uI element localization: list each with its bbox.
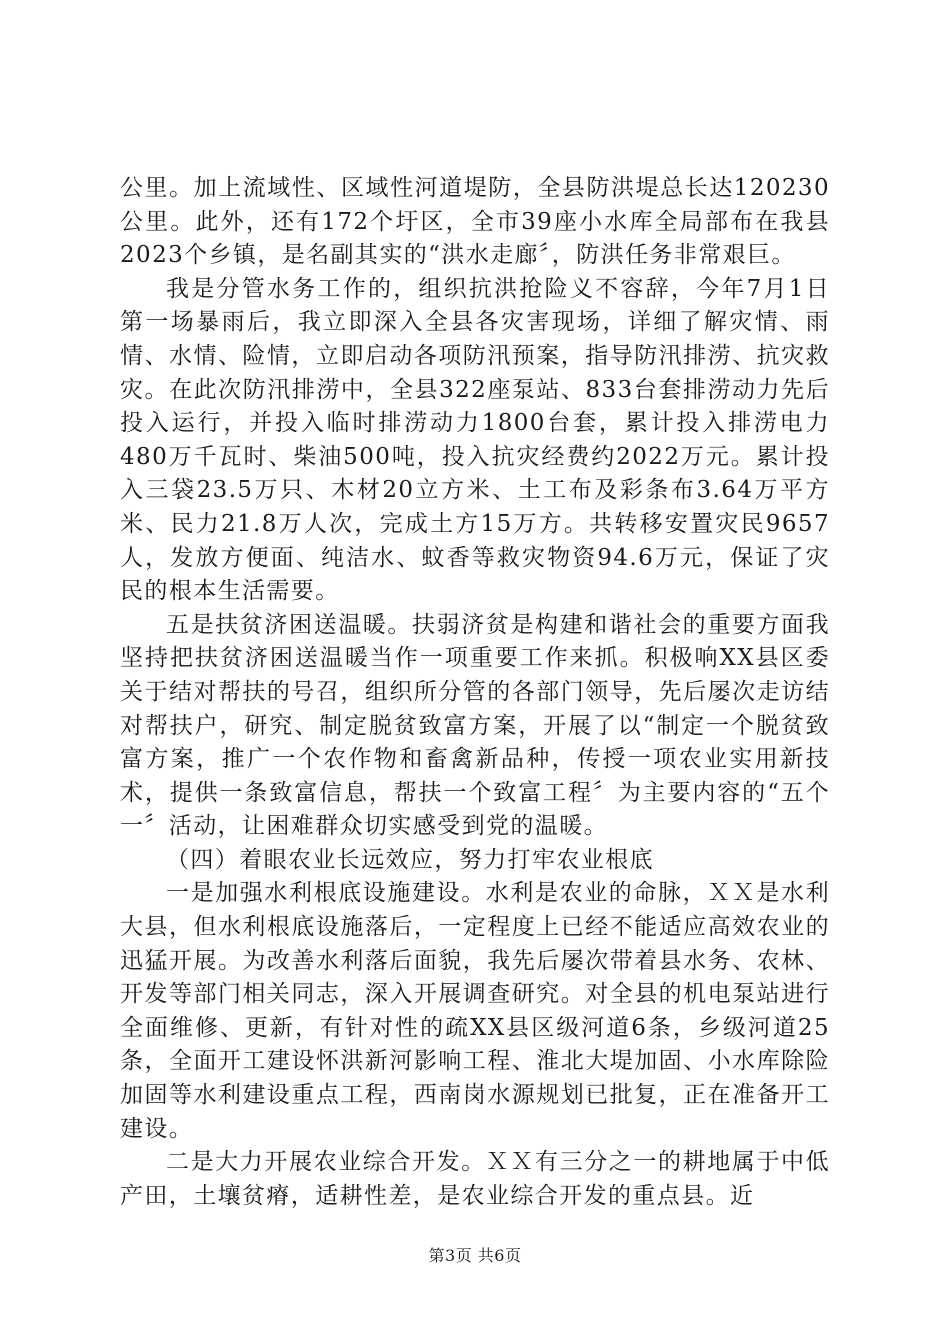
section-heading-agriculture: （四）着眼农业长远效应，努力打牢农业根底 <box>166 846 654 873</box>
page-number-footer: 第3页 共6页 <box>428 1246 522 1265</box>
paragraph-agri-development: 二是大力开展农业综合开发。ＸＸ有三分之一的耕地属于中低产田，土壤贫瘠，适耕性差，是农业综合开发的重点县。近 <box>120 1149 830 1209</box>
paragraph-flood-control-work: 我是分管水务工作的，组织抗洪抢险义不容辞，今年7月1日第一场暴雨后，我立即深入全县各灾害现场，详细了解灾情、雨情、水情、险情，立即启动各项防汛预案，指导防汛排涝、抗灾救灾。在此次防汛排涝中，全县322座泵站、833台套排涝动力先后投入运行，并投入临时排涝动力1800台套，累计投入排涝电力480万千瓦时、柴油500吨，投入抗灾经费约2022万元。累计投入三袋23.5万只、木材20立方米、土工布及彩条布3.64万平方米、民力21.8万人次，完成土方15万方。共转移安置灾民9657人，发放方便面、纯洁水、蚊香等救灾物资94.6万元，保证了灾民的根本生活需要。 <box>120 275 830 605</box>
document-body <box>120 172 830 1213</box>
paragraph-water-infrastructure: 一是加强水利根底设施建设。水利是农业的命脉，ＸＸ是水利大县，但水利根底设施落后，一定程度上已经不能适应高效农业的迅猛开展。为改善水利落后面貌，我先后屡次带着县水务、农林、开发等部门相关同志，深入开展调查研究。对全县的机电泵站进行全面维修、更新，有针对性的疏XX县区级河道6条，乡级河道25条，全面开工建设怀洪新河影响工程、淮北大堤加固、小水库除险加固等水利建设重点工程，西南岗水源规划已批复，正在准备开工建设。 <box>120 880 830 1142</box>
paragraph-poverty-relief: 五是扶贫济困送温暖。扶弱济贫是构建和谐社会的重要方面我坚持把扶贫济困送温暖当作一项重要工作来抓。积极响XX县区委关于结对帮扶的号召，组织所分管的各部门领导，先后屡次走访结对帮扶户，研究、制定脱贫致富方案，开展了以“制定一个脱贫致富方案，推广一个农作物和畜禽新品种，传授一项农业实用新技术，提供一条致富信息，帮扶一个致富工程〞为主要内容的“五个一〞活动，让困难群众切实感受到党的温暖。 <box>120 611 830 840</box>
paragraph-flood-overview: 公里。加上流域性、区域性河道堤防，全县防洪堤总长达120230公里。此外，还有172个圩区，全市39座小水库全局部布在我县2023个乡镇，是名副其实的“洪水走廊〞，防洪任务非常艰巨。 <box>120 175 830 269</box>
